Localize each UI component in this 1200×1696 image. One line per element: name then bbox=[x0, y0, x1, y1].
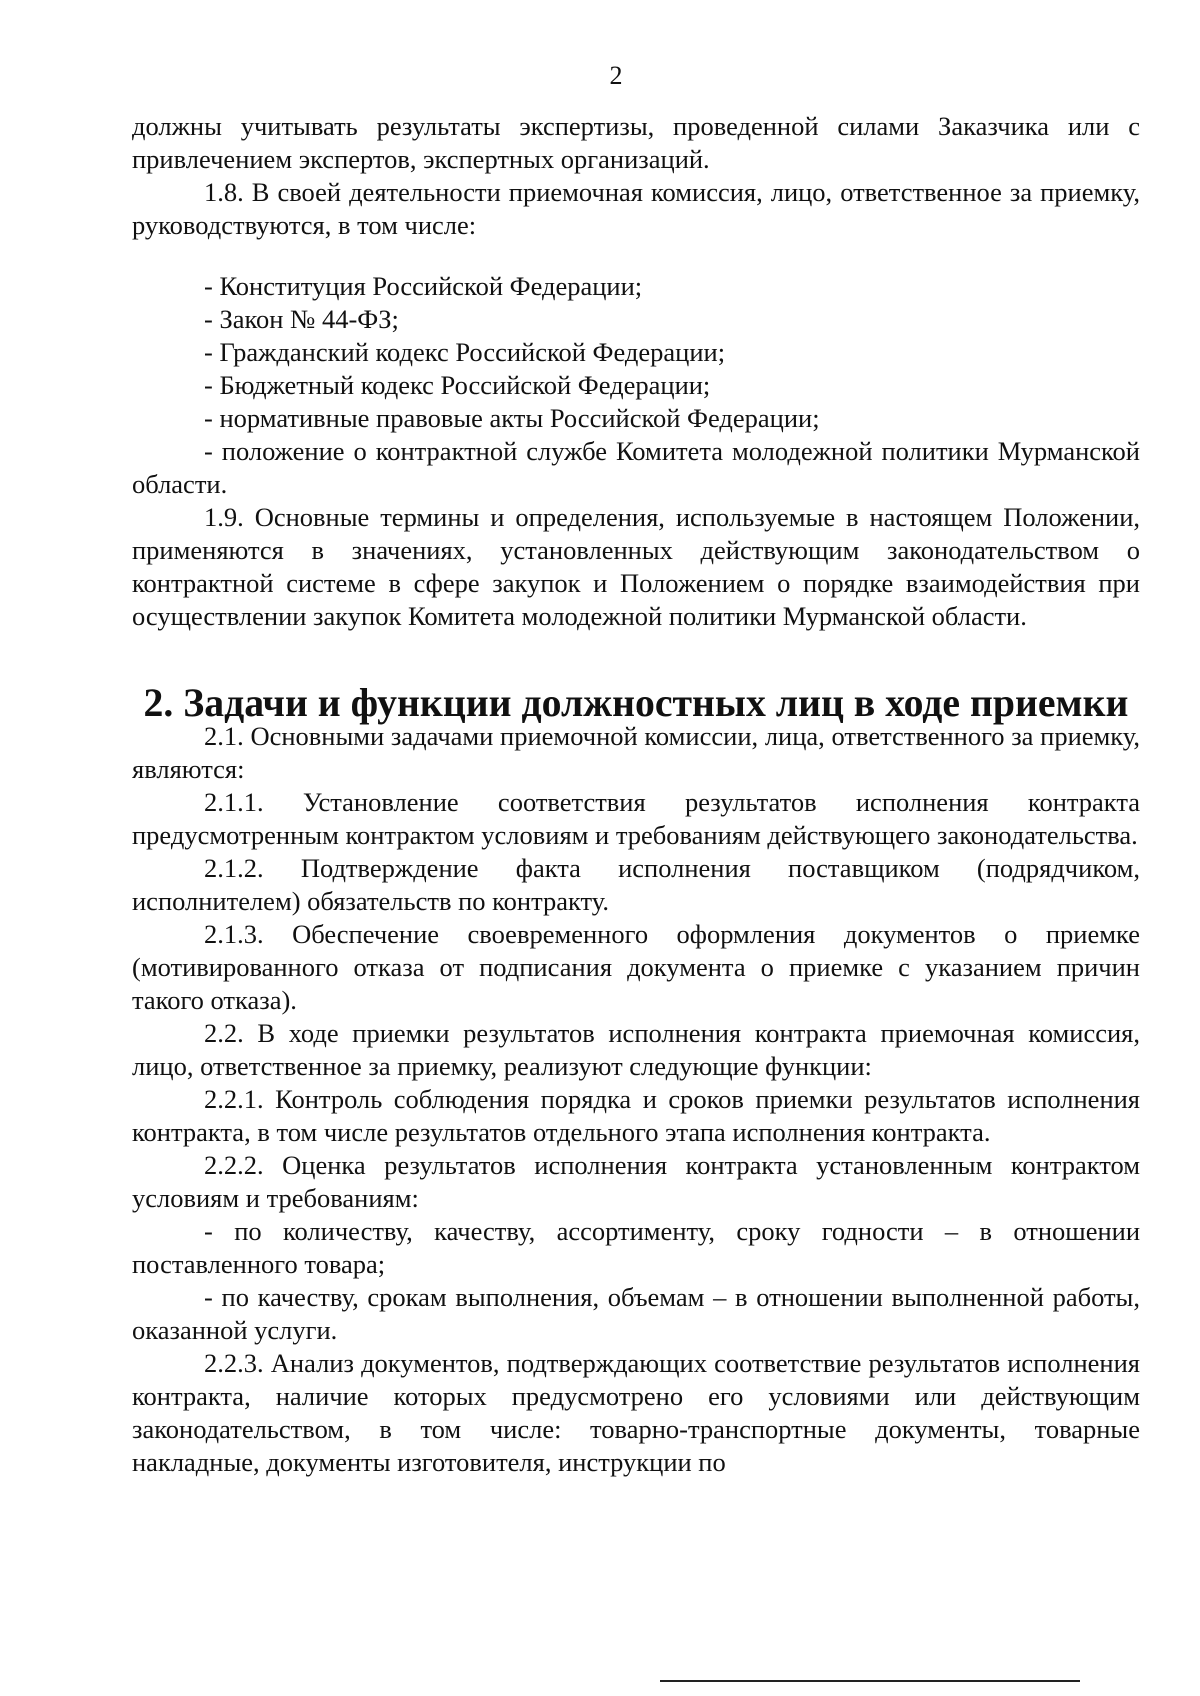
list-item: - Конституция Российской Федерации; bbox=[204, 271, 643, 301]
paragraph: - по качеству, срокам выполнения, объемам – в отношении выполненной работы, оказанной услуги. bbox=[132, 1282, 1140, 1345]
paragraph: 2.2.1. Контроль соблюдения порядка и сроков приемки результатов исполнения контракта, в том числе результатов отдельного этапа исполнения контракта. bbox=[132, 1084, 1140, 1147]
paragraph: 1.9. Основные термины и определения, используемые в настоящем Положении, применяются в значениях, установленных действующим законодательством о контрактной системе в сфере закупок и Положением о порядке взаимодействия при осуществлении закупок Комитета молодежной политики Мурманской области. bbox=[132, 502, 1140, 631]
list-item: - нормативные правовые акты Российской Федерации; bbox=[204, 403, 820, 433]
paragraph: 2.1.3. Обеспечение своевременного оформления документов о приемке (мотивированного отказа от подписания документа о приемке с указанием причин такого отказа). bbox=[132, 919, 1140, 1015]
paragraph: - по количеству, качеству, ассортименту, сроку годности – в отношении поставленного товара; bbox=[132, 1216, 1140, 1279]
paragraph: 2.2.2. Оценка результатов исполнения контракта установленным контрактом условиям и требованиям: bbox=[132, 1150, 1140, 1213]
paragraph: - положение о контрактной службе Комитета молодежной политики Мурманской области. bbox=[132, 436, 1140, 499]
paragraph: 2.1.2. Подтверждение факта исполнения поставщиком (подрядчиком, исполнителем) обязательств по контракту. bbox=[132, 853, 1140, 916]
footer-rule bbox=[660, 1680, 1080, 1682]
paragraph: должны учитывать результаты экспертизы, проведенной силами Заказчика или с привлечением экспертов, экспертных организаций. bbox=[132, 111, 1140, 174]
spacer bbox=[132, 242, 1140, 270]
section-heading: 2. Задачи и функции должностных лиц в ходе приемки bbox=[143, 681, 1129, 725]
list-item: - Закон № 44-ФЗ; bbox=[204, 304, 399, 334]
list-item: - Бюджетный кодекс Российской Федерации; bbox=[204, 370, 711, 400]
paragraph: 2.2. В ходе приемки результатов исполнения контракта приемочная комиссия, лицо, ответственное за приемку, реализуют следующие функции: bbox=[132, 1018, 1140, 1081]
page-number: 2 bbox=[609, 61, 623, 90]
paragraph: 2.1.1. Установление соответствия результатов исполнения контракта предусмотренным контрактом условиям и требованиям действующего законодательства. bbox=[132, 787, 1140, 850]
paragraph: 2.1. Основными задачами приемочной комиссии, лица, ответственного за приемку, являются: bbox=[132, 721, 1140, 784]
spacer bbox=[132, 633, 1140, 687]
paragraph: 2.2.3. Анализ документов, подтверждающих соответствие результатов исполнения контракта, наличие которых предусмотрено его условиями или действующим законодательством, в том числе: товарно-транспортные документы, товарные накладные, документы изготовителя, инструкции по bbox=[132, 1348, 1140, 1477]
document-body bbox=[132, 110, 1140, 1479]
list-item: - Гражданский кодекс Российской Федерации; bbox=[204, 337, 726, 367]
paragraph: 1.8. В своей деятельности приемочная комиссия, лицо, ответственное за приемку, руководствуются, в том числе: bbox=[132, 177, 1140, 240]
